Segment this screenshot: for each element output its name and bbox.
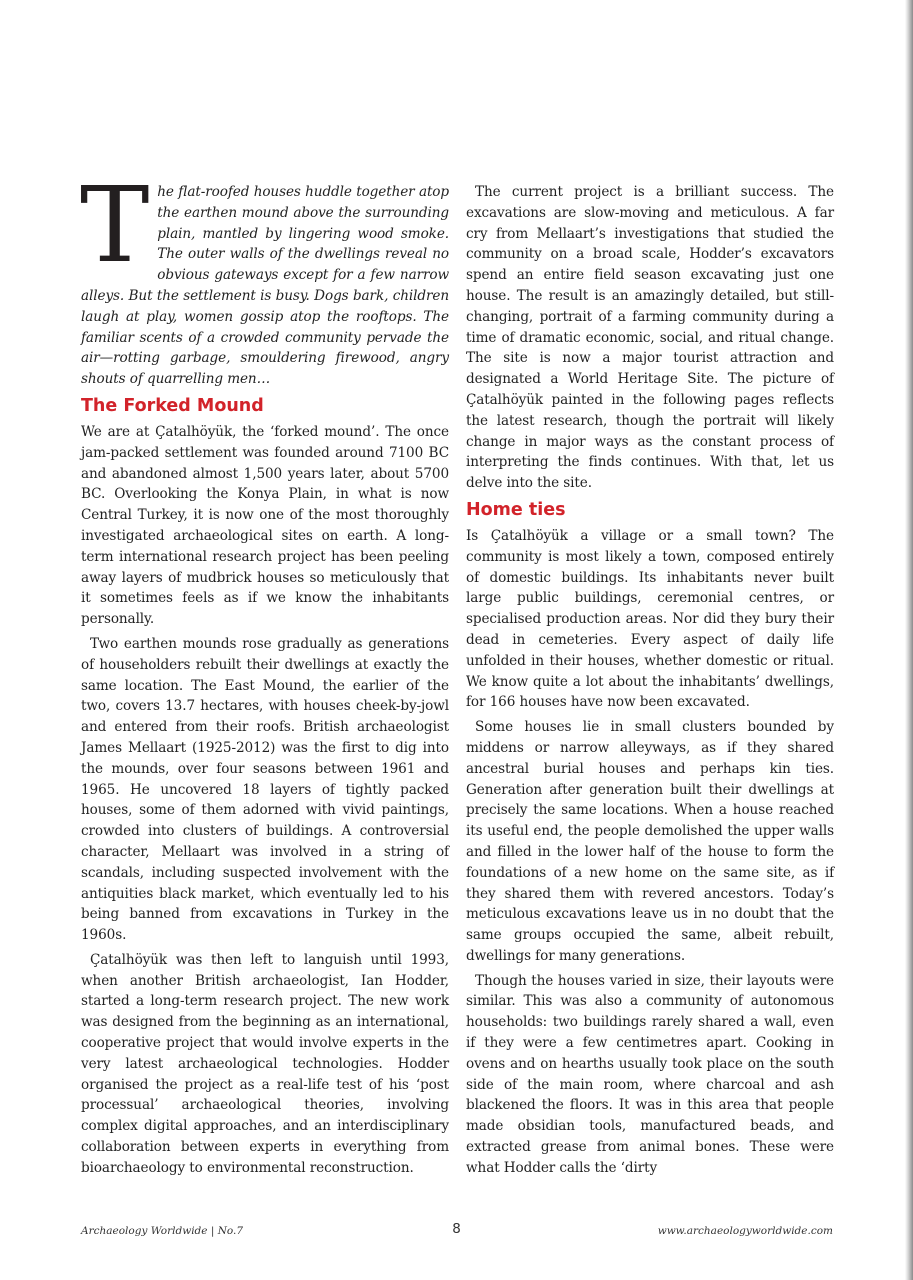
- left-column: [80, 164, 449, 1183]
- body-paragraph: The current project is a brilliant success. The excavations are slow-moving and meticulous. A far cry from Mellaart’s investigations that studied the community on a broad scale, Hodder’s excavators spend an entire field season excavating just one house. The result is an amazingly detailed, but still-changing, portrait of a farming community during a time of dramatic economic, social, and ritual change. The site is now a major tourist attraction and designated a World Heritage Site. The picture of Çatalhöyük painted in the following pages reflects the latest research, though the portrait will likely change in major ways as the constant process of interpreting the finds continues. With that, let us delve into the site.: [466, 184, 834, 492]
- body-paragraph: Is Çatalhöyük a village or a small town? The community is most likely a town, composed entirely of domestic buildings. Its inhabitants never built large public buildings, ceremonial centres, or specialised production areas. Nor did they bury their dead in cemeteries. Every aspect of daily life unfolded in their houses, whether domestic or ritual. We know quite a lot about the inhabitants’ dwellings, for 166 houses have now been excavated.: [466, 527, 834, 711]
- body-paragraph: We are at Çatalhöyük, the ‘forked mound’. The once jam-packed settlement was founded around 7100 BC and abandoned almost 1,500 years later, about 5700 BC. Overlooking the Konya Plain, in what is now Central Turkey, it is now one of the most thoroughly investigated archaeological sites on earth. A long-term international research project has been peeling away layers of mudbrick houses so meticulously that it sometimes feels as if we know the inhabitants personally.: [81, 423, 449, 628]
- body-paragraph: Though the houses varied in size, their layouts were similar. This was also a community of autonomous households: two buildings rarely shared a wall, even if they were a few centimetres apart. Cooking in ovens and on hearths usually took place on the south side of the main room, where charcoal and ash blackened the floors. It was in this area that people made obsidian tools, manufactured beads, and extracted grease from animal bones. These were what Hodder calls the ‘dirty: [466, 972, 834, 1176]
- page-number: 8: [452, 1221, 461, 1237]
- heading-home-ties: Home ties: [466, 499, 566, 520]
- body-paragraph: Two earthen mounds rose gradually as generations of householders rebuilt their dwellings at exactly the same location. The East Mound, the earlier of the two, covers 13.7 hectares, with houses cheek-by-jowl and entered from their roofs. British archaeologist James Mellaart (1925-2012) was the first to dig into the mounds, over four seasons between 1961 and 1965. He uncovered 18 layers of tightly packed houses, some of them adorned with vivid paintings, crowded into clusters of buildings. A controversial character, Mellaart was involved in a string of scandals, including suspected involvement with the antiquities black market, which eventually led to his being banned from excavations in Turkey in the 1960s.: [81, 635, 449, 944]
- body-paragraph: Çatalhöyük was then left to languish until 1993, when another British archaeologist, Ian Hodder, started a long-term research project. The new work was designed from the beginning as an international, cooperative project that would involve experts in the very latest archaeological technologies. Hodder organised the project as a real-life test of his ‘post processual’ archaeological theories, involving complex digital approaches, and an interdisciplinary collaboration between experts in everything from bioarchaeology to environmental reconstruction.: [81, 951, 449, 1176]
- right-column: [466, 182, 834, 1183]
- heading-forked-mound: The Forked Mound: [81, 395, 264, 416]
- intro-text: he flat-roofed houses huddle together atop the earthen mound above the surrounding plain, mantled by lingering wood smoke. The outer walls of the dwellings reveal no obvious gateways except for a few narrow alleys. But the settlement is busy. Dogs bark, children laugh at play, women gossip atop the rooftops. The familiar scents of a crowded community pervade the air—rotting garbage, smouldering firewood, angry shouts of quarrelling men…: [81, 184, 449, 388]
- footer-website: www.archaeologyworldwide.com: [657, 1225, 833, 1237]
- footer-publication: Archaeology Worldwide | No.7: [81, 1225, 244, 1237]
- intro-paragraph: [80, 164, 449, 390]
- page-edge-shadow: [905, 0, 913, 1280]
- drop-cap: T: [80, 164, 150, 286]
- body-paragraph: Some houses lie in small clusters bounded by middens or narrow alleyways, as if they shared ancestral burial houses and perhaps kin ties. Generation after generation built their dwellings at precisely the same locations. When a house reached its useful end, the people demolished the upper walls and filled in the lower half of the house to form the foundations of a new home on the same site, as if they shared them with revered ancestors. Today’s meticulous excavations leave us in no doubt that the same groups occupied the same, albeit rebuilt, dwellings for many generations.: [466, 719, 834, 964]
